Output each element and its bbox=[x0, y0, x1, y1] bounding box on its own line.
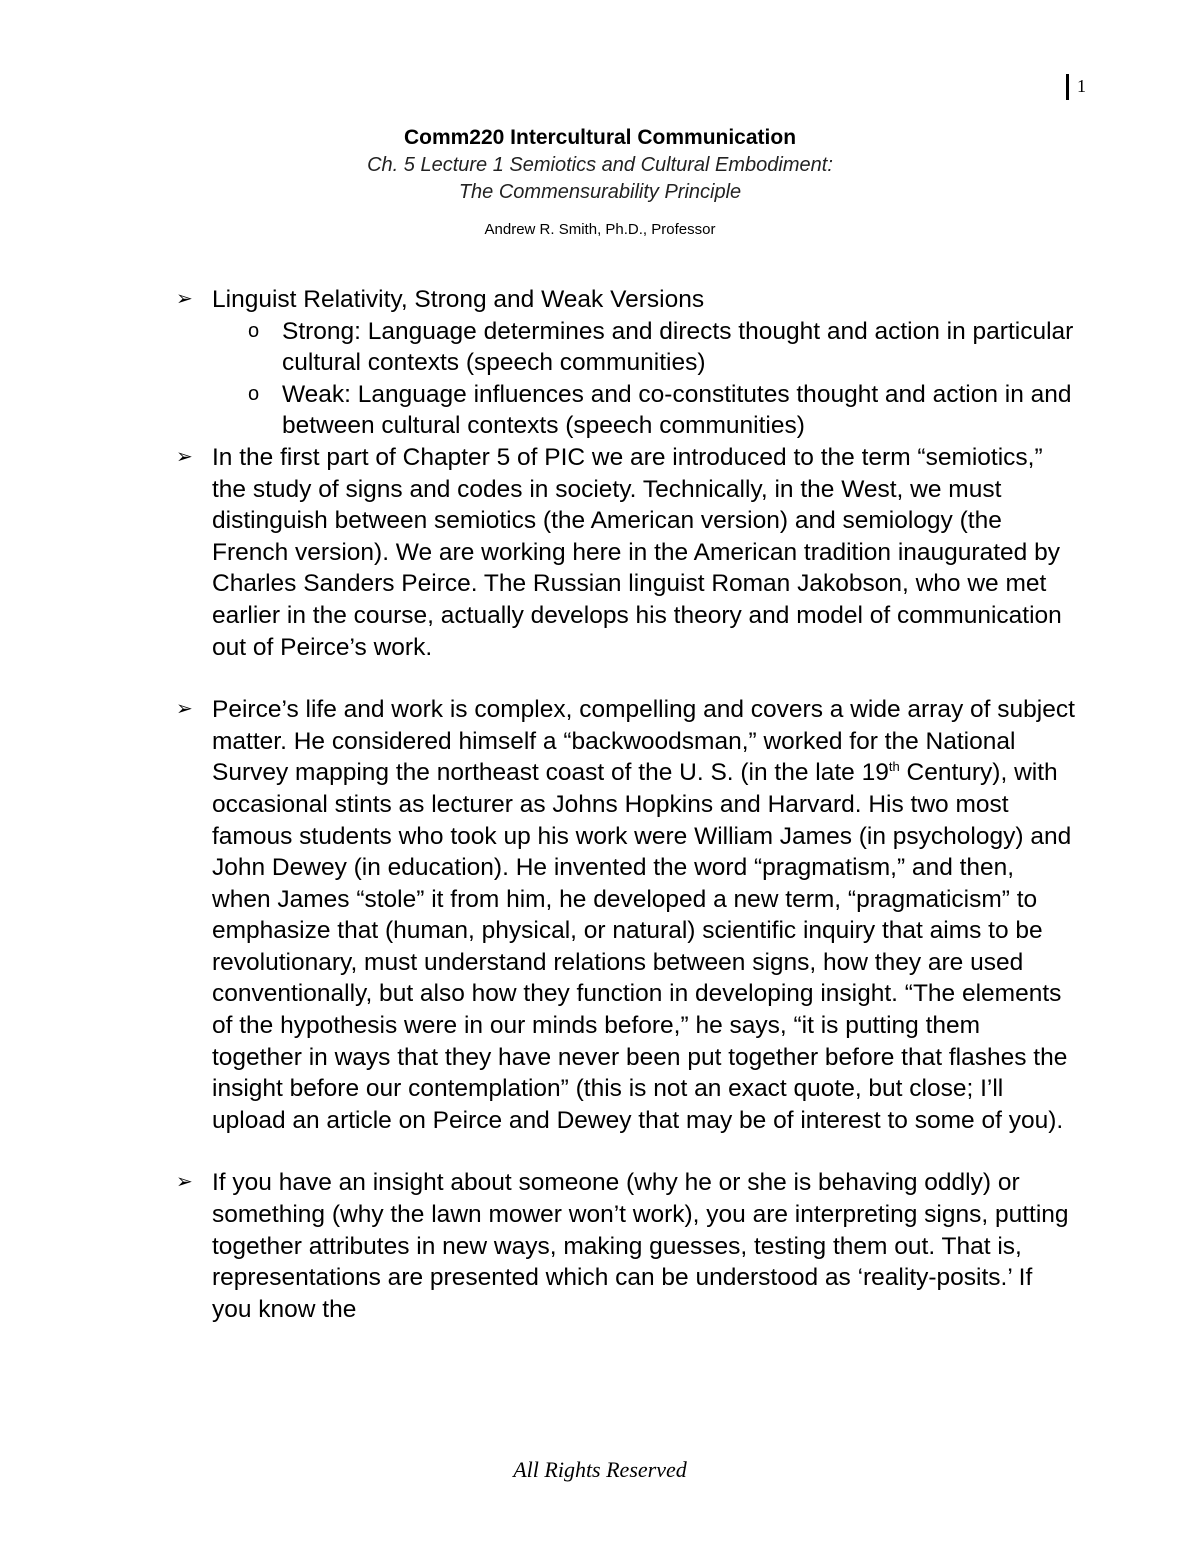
author-line: Andrew R. Smith, Ph.D., Professor bbox=[484, 221, 716, 238]
arrow-bullet-icon: ➢ bbox=[176, 698, 193, 721]
lecture-subtitle-line1: Ch. 5 Lecture 1 Semiotics and Cultural Embodiment: bbox=[367, 154, 833, 176]
bullet-text: In the first part of Chapter 5 of PIC we are introduced to the term “semiotics,” the study of signs and codes in society. Technically, in the West, we must distinguish between semiotics (the American version) and semiology (the French version). We are working here in the American tradition inaugurated by Charles Sanders Peirce. The Russian linguist Roman Jakobson, who we met earlier in the course, actually develops his theory and model of communication out of Peirce’s work. bbox=[212, 443, 1062, 661]
arrow-bullet-icon: ➢ bbox=[176, 445, 193, 468]
sub-bullet-item bbox=[176, 379, 1076, 442]
bullet-item bbox=[176, 284, 1076, 316]
bullet-text-part2: Century), with occasional stints as lecturer as Johns Hopkins and Harvard. His two most famous students who took up his work were William James (in psychology) and John Dewey (in education). He invented the word “pragmatism,” and then, when James “stole” it from him, he developed a new term, “pragmaticism” to emphasize that (human, physical, or natural) scientific inquiry that aims to be revolutionary, must understand relations between signs, how they are used conventionally, but also how they function in developing insight. “The elements of the hypothesis were in our minds before,” he says, “it is putting them together in ways that they have never been put together before that flashes the insight before our contemplation” (this is not an exact quote, but close; I’ll upload an article on Peirce and Dewey that may be of interest to some of you). bbox=[212, 759, 1072, 1134]
ordinal-superscript: th bbox=[888, 759, 900, 775]
circle-bullet-icon: o bbox=[248, 382, 260, 405]
lecture-subtitle-line2: The Commensurability Principle bbox=[458, 181, 742, 203]
bullet-item bbox=[176, 442, 1076, 663]
bullet-text-part1: Peirce’s life and work is complex, compelling and covers a wide array of subject matter. He considered himself a “backwoodsman,” worked for the National Survey mapping the northeast coast of the U. S. (in the late 19 bbox=[212, 696, 1075, 787]
sub-bullet-list bbox=[176, 316, 1076, 442]
footer-rights: All Rights Reserved bbox=[513, 1457, 687, 1482]
sub-bullet-item bbox=[176, 316, 1076, 379]
course-title: Comm220 Intercultural Communication bbox=[403, 126, 797, 149]
sub-bullet-text: Weak: Language influences and co-constitutes thought and action in and between cultural contexts (speech communities) bbox=[282, 380, 1072, 440]
bullet-item bbox=[176, 1167, 1076, 1325]
arrow-bullet-icon: ➢ bbox=[176, 1171, 193, 1194]
document-body bbox=[176, 284, 1076, 1325]
circle-bullet-icon: o bbox=[248, 319, 260, 342]
bullet-text: Linguist Relativity, Strong and Weak Versions bbox=[212, 286, 705, 313]
sub-bullet-text: Strong: Language determines and directs thought and action in particular cultural contexts (speech communities) bbox=[282, 317, 1074, 377]
document-header bbox=[0, 124, 1200, 240]
arrow-bullet-icon: ➢ bbox=[176, 288, 193, 310]
bullet-item bbox=[176, 694, 1076, 1136]
page-number: 1 bbox=[1066, 74, 1086, 100]
bullet-text: If you have an insight about someone (why he or she is behaving oddly) or something (why the lawn mower won’t work), you are interpreting signs, putting together attributes in new ways, making guesses, testing them out. That is, representations are presented which can be understood as ‘reality-posits.’ If you know the bbox=[212, 1169, 1069, 1323]
